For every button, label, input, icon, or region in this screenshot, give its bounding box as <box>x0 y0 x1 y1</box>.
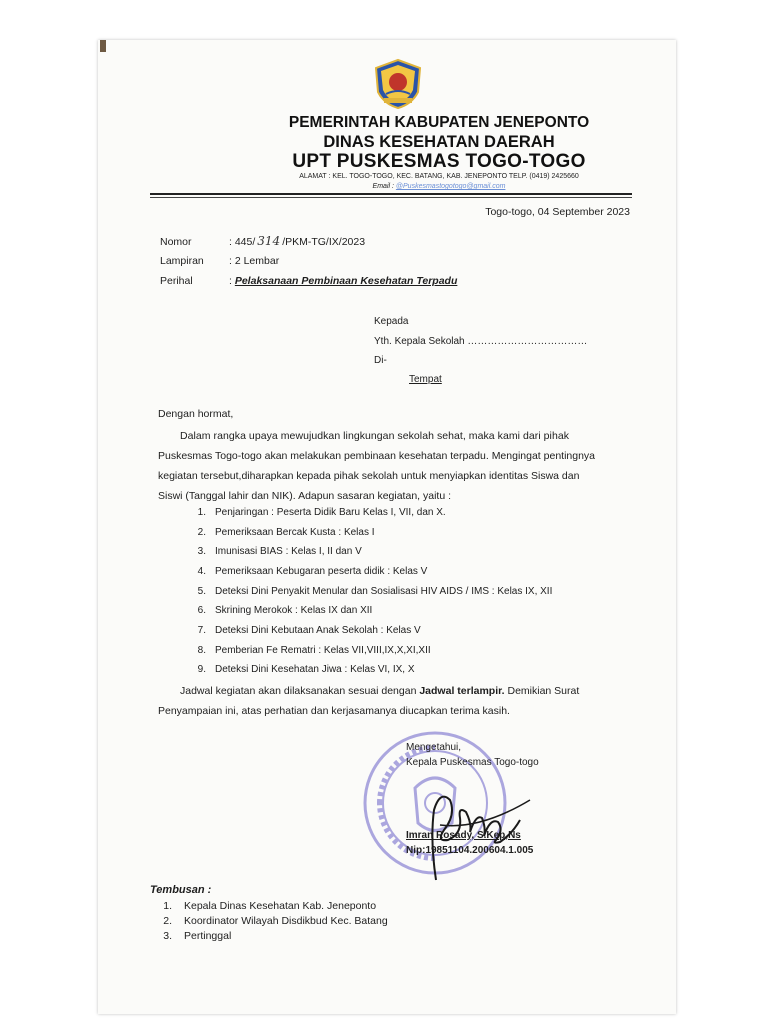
list-item-number: 7. <box>197 625 206 636</box>
perihal-colon: : <box>229 275 232 287</box>
letterhead-unit: UPT PUSKESMAS TOGO-TOGO <box>292 151 586 172</box>
signature-mengetahui: Mengetahui, <box>406 742 462 753</box>
nomor-suffix: /PKM-TG/IX/2023 <box>282 236 366 248</box>
tembusan-item-number: 2. <box>163 915 172 927</box>
paper-corner-mark <box>100 40 106 52</box>
letterhead-government: PEMERINTAH KABUPATEN JENEPONTO <box>288 114 590 131</box>
paragraph-line: Dalam rangka upaya mewujudkan lingkungan sekolah sehat, maka kami dari pihak <box>180 430 570 442</box>
list-item-number: 2. <box>197 527 206 538</box>
letterhead-department: DINAS KESEHATAN DAERAH <box>323 133 555 151</box>
tembusan-item: Koordinator Wilayah Disdikbud Kec. Batang <box>184 915 388 927</box>
handwritten-signature <box>400 770 570 890</box>
nomor-prefix: : 445/ <box>229 236 256 248</box>
email-link[interactable]: @Puskesmastogotogo@gmail.com <box>395 183 506 190</box>
recipient-tempat: Tempat <box>409 374 442 385</box>
greeting: Dengan hormat, <box>158 408 234 420</box>
list-item-number: 5. <box>197 586 206 597</box>
paragraph-line: Puskesmas Togo-togo akan melakukan pembinaan kesehatan terpadu. Mengingat pentingnya <box>158 450 596 462</box>
paragraph-line: Siswi (Tanggal lahir dan NIK). Adapun sasaran kegiatan, yaitu : <box>158 490 452 502</box>
closing-line: Penyampaian ini, atas perhatian dan kerjasamanya diucapkan terima kasih. <box>158 705 510 717</box>
closing-text-a: Jadwal kegiatan akan dilaksanakan sesuai dengan <box>180 685 420 697</box>
signatory-name: Imran Rosady, S.Kep,Ns <box>406 830 521 841</box>
recipient-yth: Yth. Kepala Sekolah ……………………………… <box>374 336 588 347</box>
list-item: Penjaringan : Peserta Didik Baru Kelas I, VII, dan X. <box>215 507 446 518</box>
letterhead-email-row <box>160 183 718 190</box>
lampiran-value: : 2 Lembar <box>229 255 280 267</box>
list-item-number: 6. <box>197 605 206 616</box>
tembusan-title: Tembusan : <box>150 884 212 896</box>
paragraph-line: kegiatan tersebut,diharapkan kepada pihak sekolah untuk menyiapkan identitas Siswa dan <box>158 470 580 482</box>
list-item: Deteksi Dini Penyakit Menular dan Sosialisasi HIV AIDS / IMS : Kelas IX, XII <box>215 586 553 597</box>
list-item-number: 3. <box>197 546 206 557</box>
nomor-handwritten: 314 <box>257 234 281 248</box>
list-item-number: 9. <box>197 664 206 675</box>
perihal-value-row <box>229 275 457 287</box>
lampiran-label: Lampiran <box>160 255 204 267</box>
list-item: Pemeriksaan Bercak Kusta : Kelas I <box>215 527 375 538</box>
closing-bold: Jadwal terlampir. <box>419 685 505 697</box>
closing-text-b: Demikian Surat <box>504 685 580 697</box>
list-item: Imunisasi BIAS : Kelas I, II dan V <box>215 546 362 557</box>
signatory-nip: Nip:19851104.200604.1.005 <box>406 845 534 856</box>
nomor-label: Nomor <box>160 236 192 248</box>
list-item: Pemeriksaan Kebugaran peserta didik : Kelas V <box>215 566 428 577</box>
tembusan-item: Pertinggal <box>184 930 232 942</box>
list-item: Skrining Merokok : Kelas IX dan XII <box>215 605 373 616</box>
nomor-value <box>229 234 365 248</box>
tembusan-item-number: 3. <box>163 930 172 942</box>
recipient-di: Di- <box>374 355 387 366</box>
recipient-kepada: Kepada <box>374 316 409 327</box>
list-item-number: 1. <box>197 507 206 518</box>
letterhead-rule-thick <box>150 193 632 195</box>
list-item-number: 4. <box>197 566 206 577</box>
letterhead-rule-thin <box>150 197 632 198</box>
regency-crest-logo <box>372 58 424 110</box>
list-item-number: 8. <box>197 645 206 656</box>
perihal-label: Perihal <box>160 275 193 287</box>
list-item: Deteksi Dini Kebutaan Anak Sekolah : Kelas V <box>215 625 421 636</box>
list-item: Pemberian Fe Rematri : Kelas VII,VIII,IX,X,XI,XII <box>215 645 431 656</box>
tembusan-item-number: 1. <box>163 900 172 912</box>
list-item: Deteksi Dini Kesehatan Jiwa : Kelas VI, IX, X <box>215 664 415 675</box>
letter-date: Togo-togo, 04 September 2023 <box>485 206 630 218</box>
letterhead-address: ALAMAT : KEL. TOGO-TOGO, KEC. BATANG, KAB. JENEPONTO TELP. (0419) 2425660 <box>299 173 579 180</box>
closing-line <box>180 685 579 697</box>
signature-title: Kepala Puskesmas Togo-togo <box>406 757 539 768</box>
email-label: Email : <box>372 183 394 190</box>
tembusan-item: Kepala Dinas Kesehatan Kab. Jeneponto <box>184 900 377 912</box>
perihal-value: Pelaksanaan Pembinaan Kesehatan Terpadu <box>234 275 458 287</box>
